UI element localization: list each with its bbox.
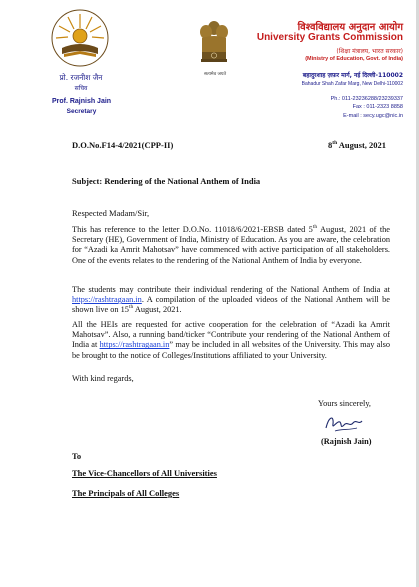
emblem-motto: सत्यमेव जयते [203,72,227,77]
date-rest: August, 2021 [337,140,387,150]
recipient-principals: The Principals of All Colleges [72,488,180,498]
paragraph-1-sup: th [312,224,318,231]
paragraph-3-text-b: ” may be included in all websites of the University. This may also be brought to the notice of Colleges/Institutions affiliated to your University. [72,340,391,360]
address-hindi: बहादुरशाह ज़फ़र मार्ग, नई दिल्ली-110002 [302,72,403,79]
secretary-title-english: Secretary [66,108,97,115]
paragraph-2-sup: th [128,304,134,311]
secretary-name-english: Prof. Rajnish Jain [51,98,112,105]
secretary-name-hindi: प्रो. रजनीश जैन [59,73,103,82]
ministry-hindi: (शिक्षा मंत्रालय, भारत सरकार) [336,48,403,55]
secretary-title-hindi: सचिव [74,85,88,92]
handwritten-signature-icon [323,412,365,434]
to-label: To [72,451,82,461]
date-suffix: th [332,140,338,147]
rashtragaan-link[interactable]: https://rashtragaan.in [72,295,142,305]
rashtragaan-link-2[interactable]: https://rashtragaan.in [99,340,170,350]
paragraph-3-text-a: All the HEIs are requested for active cooperation for the celebration of “Azadi ka Amrit Mahotsav”. Also, a running band/ticker “Contribute your rendering of the National Anthem of India at [72,320,390,350]
paragraph-2-text-b: . A compilation of the uploaded videos of the National Anthem will be shown live on 15 [72,295,390,315]
reference-number: D.O.No.F14-4/2021(CPP-II) [72,140,174,150]
yours-sincerely: Yours sincerely, [318,399,372,408]
email-address: E-mail : secy.ugc@nic.in [343,113,403,119]
subject-line: Subject: Rendering of the National Anthem of India [72,176,261,186]
paragraph-1 [72,225,390,266]
national-emblem-icon [194,18,234,76]
paragraph-3 [72,320,390,361]
signatory-name: (Rajnish Jain) [321,437,372,446]
paragraph-1-text-b: August, 2021 of the Secretary (HE), Government of India, Ministry of Education. As you are aware, the celebration for “Azadi ka Amrit Mahotsav” have commenced with active participation of all stakeholders. One of the events relates to the rendering of the National Anthem of India by everyone. [72,225,390,265]
phone-number: Ph.: 011-23236288/23239337 [330,96,403,102]
paragraph-2-text-c: August, 2021. [133,305,182,315]
org-name-hindi: विश्वविद्यालय अनुदान आयोग [297,22,403,33]
paragraph-1-text-a: This has reference to the letter D.O.No. 11018/6/2021-EBSB dated 5 [72,225,313,234]
ministry-english: (Ministry of Education, Govt. of India) [305,56,403,62]
letter-date [328,140,386,150]
salutation: Respected Madam/Sir, [72,208,150,218]
paragraph-2-text-a: The students may contribute their individual rendering of the National Anthem of India at [72,285,390,294]
address-english: Bahadur Shah Zafar Marg, New Delhi-110002 [301,81,403,87]
date-day: 8 [328,140,333,150]
closing-regards: With kind regards, [72,374,134,383]
fax-number: Fax : 011-2323 8858 [352,104,403,110]
org-name-english: University Grants Commission [256,32,403,43]
recipient-vice-chancellors: The Vice-Chancellors of All Universities [72,468,217,478]
paragraph-2 [72,285,390,316]
ugc-logo-icon [50,8,110,68]
